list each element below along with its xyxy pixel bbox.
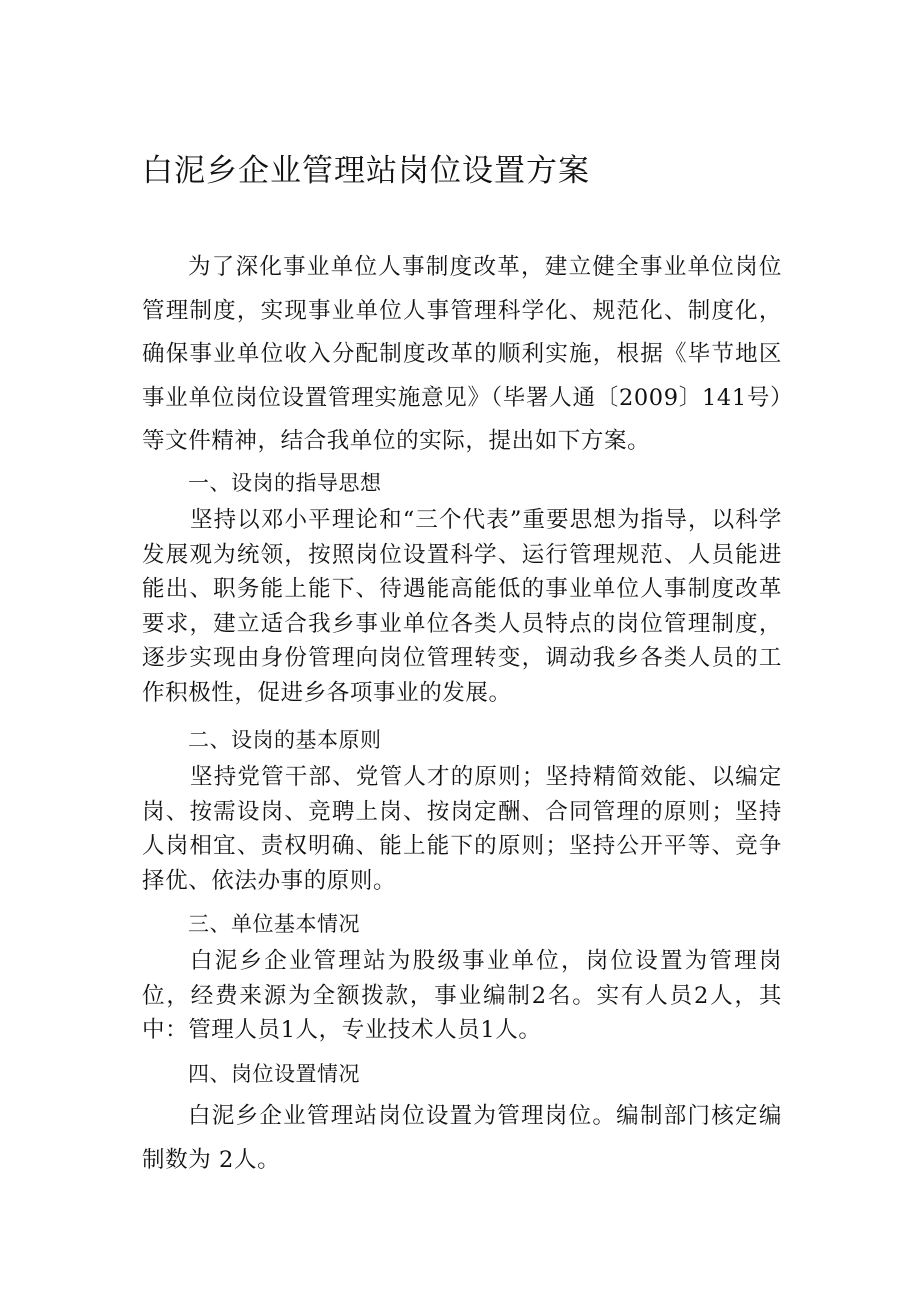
section-2-text: 坚持党管干部、党管人才的原则；坚持精简效能、以编定岗、按需设岗、竞聘上岗、按岗定酬、合同管理的原则；坚持人岗相宜、责权明确、能上能下的原则；坚持公开平等、竞争择优、依法办事的原则。 — [142, 764, 782, 894]
section-1-text: 坚持以邓小平理论和“三个代表”重要思想为指导，以科学发展观为统领，按照岗位设置科学、运行管理规范、人员能进能出、职务能上能下、待遇能高能低的事业单位人事制度改革要求，建立适合我乡事业单位各类人员特点的岗位管理制度，逐步实现由身份管理向岗位管理转变，调动我乡各类人员的工作积极性，促进乡各项事业的发展。 — [142, 507, 782, 706]
section-4-heading: 四、岗位设置情况 — [188, 1062, 360, 1086]
document-title: 白泥乡企业管理站岗位设置方案 — [142, 153, 590, 189]
section-3-heading: 三、单位基本情况 — [188, 912, 360, 936]
intro-paragraph: 为了深化事业单位人事制度改革，建立健全事业单位岗位管理制度，实现事业单位人事管理科学化、规范化、制度化，确保事业单位收入分配制度改革的顺利实施，根据《毕节地区事业单位岗位设置管理实施意见》（毕署人通〔2009〕141号）等文件精神，结合我单位的实际，提出如下方案。 — [142, 254, 782, 454]
section-3-text: 白泥乡企业管理站为股级事业单位，岗位设置为管理岗位，经费来源为全额拨款，事业编制2名。实有人员2人，其中：管理人员1人，专业技术人员1人。 — [142, 948, 782, 1043]
section-4-text: 白泥乡企业管理站岗位设置为管理岗位。编制部门核定编制数为 2人。 — [142, 1103, 782, 1173]
section-2-heading: 二、设岗的基本原则 — [188, 728, 382, 752]
section-1-heading: 一、设岗的指导思想 — [188, 471, 382, 495]
